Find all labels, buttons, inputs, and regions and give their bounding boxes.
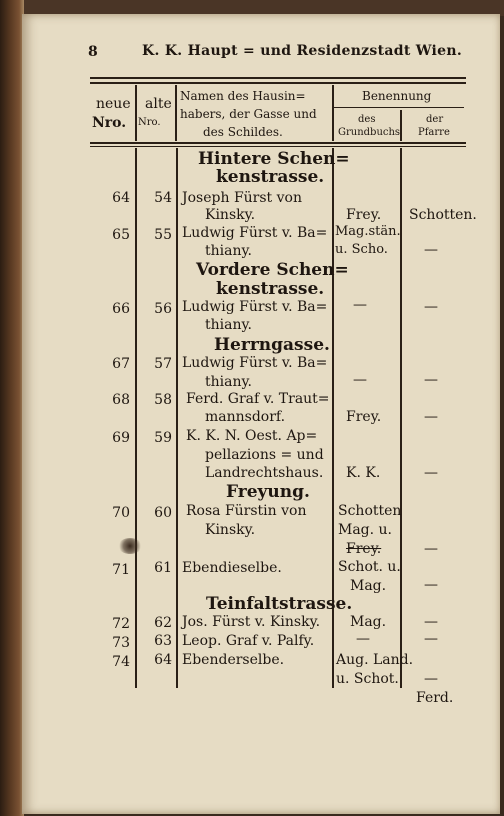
street-heading: Herrngasse. bbox=[214, 335, 330, 355]
grundbuch-value: Mag. u. bbox=[338, 522, 393, 538]
neue-nro: 66 bbox=[112, 301, 130, 317]
pfarre-value: — bbox=[424, 299, 438, 315]
header-rule-top-2 bbox=[90, 82, 466, 84]
benennung-rule bbox=[334, 107, 464, 108]
alte-nro: 56 bbox=[154, 301, 172, 317]
pfarre-value: — bbox=[424, 372, 438, 388]
header-pfarre-1: der bbox=[426, 114, 444, 125]
col-line-1 bbox=[135, 148, 137, 688]
owner-name: thiany. bbox=[205, 374, 252, 390]
street-heading: Freyung. bbox=[226, 482, 310, 502]
owner-name: thiany. bbox=[205, 317, 252, 333]
owner-name: Ludwig Fürst v. Ba= bbox=[182, 299, 328, 315]
alte-nro: 60 bbox=[154, 505, 172, 521]
owner-name: Kinsky. bbox=[205, 207, 256, 223]
col-line-3h bbox=[332, 85, 334, 141]
pfarre-value: — bbox=[424, 631, 438, 647]
header-alte: alte bbox=[145, 96, 172, 112]
owner-name: Ludwig Fürst v. Ba= bbox=[182, 225, 328, 241]
grundbuch-value: u. Scho. bbox=[335, 242, 388, 257]
header-benennung: Benennung bbox=[362, 89, 432, 103]
alte-nro: 54 bbox=[154, 190, 172, 206]
owner-name: Rosa Fürstin von bbox=[186, 503, 307, 519]
grundbuch-value: K. K. bbox=[346, 465, 381, 481]
grundbuch-value: — bbox=[353, 297, 367, 313]
street-heading: kenstrasse. bbox=[216, 167, 325, 187]
neue-nro: 74 bbox=[112, 654, 130, 670]
pfarre-value: — bbox=[424, 242, 438, 258]
grundbuch-value: — bbox=[356, 631, 370, 647]
owner-name: Ludwig Fürst v. Ba= bbox=[182, 355, 328, 371]
header-namen-2: habers, der Gasse und bbox=[180, 107, 317, 121]
alte-nro: 62 bbox=[154, 615, 172, 631]
header-namen-1: Namen des Hausin= bbox=[180, 89, 306, 103]
alte-nro: 59 bbox=[154, 430, 172, 446]
alte-nro: 63 bbox=[154, 633, 172, 649]
header-alte-nro: Nro. bbox=[138, 117, 161, 128]
book-spine bbox=[0, 0, 24, 816]
grundbuch-value: Schotten bbox=[338, 503, 402, 519]
catchword: Ferd. bbox=[416, 690, 454, 706]
col-line-1h bbox=[135, 85, 137, 141]
street-heading: Teinfaltstrasse. bbox=[206, 594, 353, 614]
grundbuch-value: Mag. bbox=[350, 578, 387, 594]
header-pfarre-2: Pfarre bbox=[418, 127, 450, 138]
pfarre-value: — bbox=[424, 614, 438, 630]
page-number: 8 bbox=[88, 44, 98, 60]
street-heading: kenstrasse. bbox=[216, 279, 325, 299]
alte-nro: 57 bbox=[154, 356, 172, 372]
neue-nro: 72 bbox=[112, 616, 130, 632]
neue-nro: 67 bbox=[112, 356, 130, 372]
alte-nro: 55 bbox=[154, 227, 172, 243]
col-line-4h bbox=[400, 110, 402, 141]
col-line-2h bbox=[175, 85, 177, 141]
ink-blot bbox=[118, 538, 142, 554]
header-rule-bottom-2 bbox=[90, 146, 466, 147]
running-title: K. K. Haupt = und Residenzstadt Wien. bbox=[142, 43, 463, 59]
owner-name: K. K. N. Oest. Ap= bbox=[186, 428, 318, 444]
grundbuch-value: Frey. bbox=[346, 207, 382, 223]
owner-name: mannsdorf. bbox=[205, 409, 286, 425]
street-heading: Vordere Schen= bbox=[196, 260, 349, 280]
grundbuch-value-struck: Frey. bbox=[346, 541, 382, 557]
pfarre-value: — bbox=[424, 409, 438, 425]
header-grundbuch-2: Grundbuchs bbox=[338, 127, 401, 138]
pfarre-value: — bbox=[424, 577, 438, 593]
owner-name: pellazions = und bbox=[205, 447, 324, 463]
grundbuch-value: — bbox=[353, 372, 367, 388]
grundbuch-value: Frey. bbox=[346, 409, 382, 425]
neue-nro: 69 bbox=[112, 430, 130, 446]
header-rule-bottom bbox=[90, 142, 466, 144]
col-line-2 bbox=[176, 148, 178, 688]
owner-name: Ebenderselbe. bbox=[182, 652, 285, 668]
pfarre-value: — bbox=[424, 671, 438, 687]
header-neue-nro: Nro. bbox=[92, 115, 127, 131]
owner-name: Landrechtshaus. bbox=[205, 465, 324, 481]
pfarre-value: — bbox=[424, 541, 438, 557]
grundbuch-value: Aug. Land. bbox=[336, 652, 414, 668]
neue-nro: 70 bbox=[112, 505, 130, 521]
owner-name: Jos. Fürst v. Kinsky. bbox=[182, 614, 321, 630]
owner-name: thiany. bbox=[205, 243, 252, 259]
header-neue: neue bbox=[96, 96, 131, 112]
owner-name: Joseph Fürst von bbox=[182, 190, 302, 206]
owner-name: Ferd. Graf v. Traut= bbox=[186, 391, 330, 407]
neue-nro: 73 bbox=[112, 635, 130, 651]
header-grundbuch-1: des bbox=[358, 114, 376, 125]
grundbuch-value: Mag. bbox=[350, 614, 387, 630]
alte-nro: 61 bbox=[154, 560, 172, 576]
alte-nro: 58 bbox=[154, 392, 172, 408]
header-namen-3: des Schildes. bbox=[203, 125, 283, 139]
header-rule-top bbox=[90, 77, 466, 79]
owner-name: Leop. Graf v. Palfy. bbox=[182, 633, 315, 649]
pfarre-value: Schotten. bbox=[409, 207, 477, 223]
grundbuch-value: u. Schot. bbox=[336, 671, 399, 687]
neue-nro: 64 bbox=[112, 190, 130, 206]
owner-name: Ebendieselbe. bbox=[182, 560, 282, 576]
alte-nro: 64 bbox=[154, 652, 172, 668]
neue-nro: 71 bbox=[112, 562, 130, 578]
grundbuch-value: Mag.stän. bbox=[335, 224, 401, 239]
street-heading: Hintere Schen= bbox=[198, 149, 350, 169]
pfarre-value: — bbox=[424, 465, 438, 481]
owner-name: Kinsky. bbox=[205, 522, 256, 538]
neue-nro: 65 bbox=[112, 227, 130, 243]
grundbuch-value: Schot. u. bbox=[338, 559, 401, 575]
neue-nro: 68 bbox=[112, 392, 130, 408]
